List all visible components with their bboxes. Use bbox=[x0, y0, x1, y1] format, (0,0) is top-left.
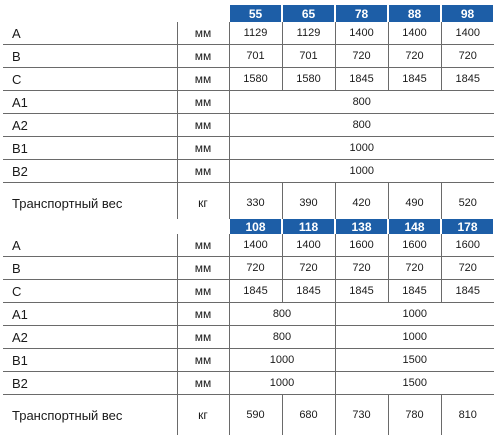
model-header: 138 bbox=[335, 219, 388, 234]
cell-value: 390 bbox=[282, 183, 335, 224]
cell-value: 1845 bbox=[441, 280, 494, 303]
cell-value: 1845 bbox=[441, 68, 494, 91]
table-row-b2 bbox=[3, 372, 494, 395]
cell-value: 701 bbox=[229, 45, 282, 68]
cell-value: 520 bbox=[458, 197, 477, 209]
table-row-c bbox=[3, 68, 494, 91]
row-unit: кг bbox=[177, 395, 229, 436]
dimensions-table-models-55-98 bbox=[3, 5, 495, 223]
cell-value: 720 bbox=[441, 45, 494, 68]
cell-value: 730 bbox=[335, 395, 388, 436]
table-row-a1 bbox=[3, 91, 494, 114]
merged-cell-value: 1000 bbox=[229, 137, 494, 160]
cell-value: 810 bbox=[458, 409, 477, 421]
row-label: A2 bbox=[3, 326, 177, 349]
cell-value: 720 bbox=[229, 257, 282, 280]
cell-value: 1400 bbox=[335, 22, 388, 45]
merged-cell-value: 800 bbox=[229, 303, 335, 326]
row-unit: мм bbox=[177, 257, 229, 280]
cell-value: 1400 bbox=[229, 234, 282, 257]
model-header-row bbox=[3, 219, 494, 234]
model-header: 65 bbox=[282, 5, 335, 22]
row-label: A1 bbox=[3, 303, 177, 326]
model-header: 55 bbox=[229, 5, 282, 22]
row-unit: мм bbox=[177, 91, 229, 114]
cell-value: 720 bbox=[282, 257, 335, 280]
cell-value: 720 bbox=[335, 257, 388, 280]
row-label: B1 bbox=[3, 349, 177, 372]
cell-value: 780 bbox=[388, 395, 441, 436]
cell-value: 1845 bbox=[388, 68, 441, 91]
merged-cell-value: 800 bbox=[229, 326, 335, 349]
cell-value: 720 bbox=[388, 45, 441, 68]
row-unit: мм bbox=[177, 372, 229, 395]
table-row-a bbox=[3, 22, 494, 45]
row-label: A bbox=[3, 234, 177, 257]
cell-value: 1580 bbox=[229, 68, 282, 91]
row-unit: мм bbox=[177, 326, 229, 349]
table-row-a1 bbox=[3, 303, 494, 326]
cell-value: 720 bbox=[441, 257, 494, 280]
row-label: C bbox=[3, 68, 177, 91]
model-header: 178 bbox=[441, 219, 494, 234]
row-unit: кг bbox=[177, 183, 229, 224]
row-unit: мм bbox=[177, 160, 229, 183]
row-unit: мм bbox=[177, 22, 229, 45]
cell-value: 1600 bbox=[388, 234, 441, 257]
merged-cell-value: 1500 bbox=[335, 349, 494, 372]
table-row-b1 bbox=[3, 137, 494, 160]
header-spacer bbox=[3, 5, 229, 22]
model-header: 108 bbox=[229, 219, 282, 234]
row-label: B1 bbox=[3, 137, 177, 160]
model-header: 78 bbox=[335, 5, 388, 22]
table-row-c bbox=[3, 280, 494, 303]
merged-cell-value: 1000 bbox=[229, 349, 335, 372]
table-row-a bbox=[3, 234, 494, 257]
row-label: B bbox=[3, 45, 177, 68]
merged-cell-value: 1000 bbox=[229, 372, 335, 395]
row-label: Транспортный вес bbox=[12, 407, 123, 423]
row-label: A2 bbox=[3, 114, 177, 137]
dimensions-table-models-108-178 bbox=[3, 219, 495, 435]
cell-value: 1129 bbox=[282, 22, 335, 45]
cell-value: 680 bbox=[282, 395, 335, 436]
model-header: 98 bbox=[441, 5, 494, 22]
table-row-a2 bbox=[3, 326, 494, 349]
cell-value: 1600 bbox=[335, 234, 388, 257]
cell-value: 1600 bbox=[441, 234, 494, 257]
model-header: 118 bbox=[282, 219, 335, 234]
cell-value: 720 bbox=[388, 257, 441, 280]
model-header: 88 bbox=[388, 5, 441, 22]
cell-value: 1580 bbox=[282, 68, 335, 91]
cell-value: 1129 bbox=[229, 22, 282, 45]
row-label: Транспортный вес bbox=[12, 195, 123, 211]
row-label: C bbox=[3, 280, 177, 303]
row-unit: мм bbox=[177, 45, 229, 68]
table-row-b2 bbox=[3, 160, 494, 183]
header-spacer bbox=[3, 219, 229, 234]
table-row-a2 bbox=[3, 114, 494, 137]
row-label: A1 bbox=[3, 91, 177, 114]
cell-value: 330 bbox=[229, 183, 282, 224]
cell-value: 490 bbox=[388, 183, 441, 224]
model-header-row bbox=[3, 5, 494, 22]
row-unit: мм bbox=[177, 303, 229, 326]
table-row-b bbox=[3, 45, 494, 68]
row-label: A bbox=[3, 22, 177, 45]
merged-cell-value: 1000 bbox=[335, 303, 494, 326]
table-row-b bbox=[3, 257, 494, 280]
merged-cell-value: 800 bbox=[229, 114, 494, 137]
cell-value: 1400 bbox=[282, 234, 335, 257]
row-label: B2 bbox=[3, 372, 177, 395]
row-unit: мм bbox=[177, 114, 229, 137]
table-row-b1 bbox=[3, 349, 494, 372]
merged-cell-value: 800 bbox=[229, 91, 494, 114]
row-unit: мм bbox=[177, 137, 229, 160]
cell-value: 720 bbox=[335, 45, 388, 68]
cell-value: 1845 bbox=[335, 280, 388, 303]
row-label: B bbox=[3, 257, 177, 280]
merged-cell-value: 1500 bbox=[335, 372, 494, 395]
cell-value: 590 bbox=[229, 395, 282, 436]
merged-cell-value: 1000 bbox=[229, 160, 494, 183]
row-unit: мм bbox=[177, 349, 229, 372]
row-unit: мм bbox=[177, 280, 229, 303]
cell-value: 1400 bbox=[388, 22, 441, 45]
row-unit: мм bbox=[177, 234, 229, 257]
cell-value: 420 bbox=[335, 183, 388, 224]
table-row-weight bbox=[3, 395, 494, 436]
cell-value: 1845 bbox=[282, 280, 335, 303]
cell-value: 1400 bbox=[441, 22, 494, 45]
cell-value: 1845 bbox=[229, 280, 282, 303]
cell-value: 1845 bbox=[335, 68, 388, 91]
table-row-weight bbox=[3, 183, 494, 224]
cell-value: 1845 bbox=[388, 280, 441, 303]
row-unit: мм bbox=[177, 68, 229, 91]
model-header: 148 bbox=[388, 219, 441, 234]
row-label: B2 bbox=[3, 160, 177, 183]
merged-cell-value: 1000 bbox=[335, 326, 494, 349]
cell-value: 701 bbox=[282, 45, 335, 68]
